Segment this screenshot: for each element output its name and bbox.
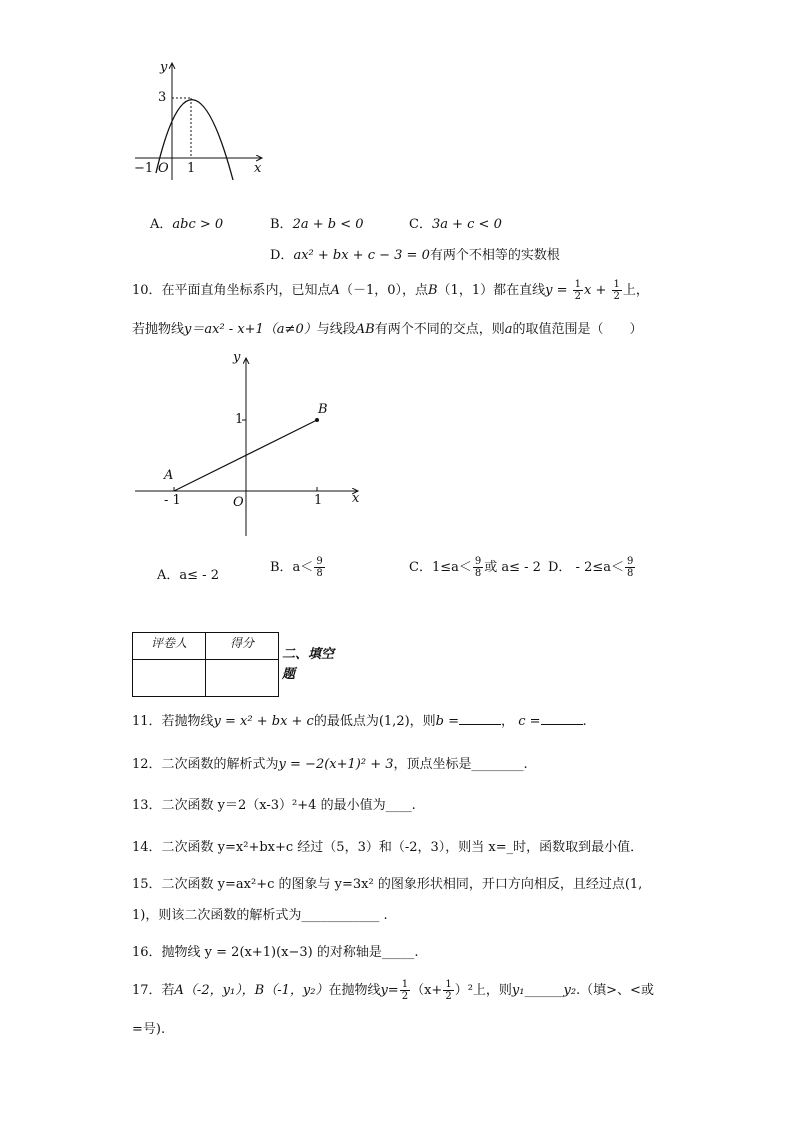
q10-option-c-post: 或 a≤ - 2: [484, 560, 541, 575]
q17-line1: [132, 979, 654, 1002]
graph2-origin: O: [233, 495, 244, 510]
q10-text-c: 与线段: [316, 322, 356, 337]
q17-sq: ）²上，则: [454, 983, 512, 998]
graph2-label-a: A: [164, 468, 174, 483]
q9-option-d: [270, 244, 560, 263]
q17-frac-2: [443, 979, 453, 1002]
q16: 16．抛物线 y = 2(x+1)(x−3) 的对称轴是_____.: [132, 945, 419, 960]
q10-line2: [132, 318, 643, 337]
q12-end: ，顶点坐标是________.: [393, 757, 528, 772]
q10-parabola: y＝ax² - x+1（a≠0）: [184, 322, 317, 337]
q17-line2: =号).: [132, 1022, 166, 1037]
q10-frac1-num: 1: [574, 279, 581, 290]
q9-option-d-math: ax² + bx + c − 3 = 0: [293, 248, 430, 263]
q9-option-d-letter: D．: [270, 248, 294, 263]
frac-num: 1: [401, 979, 409, 990]
q10-coord-b: （1，1）都在直线: [437, 283, 546, 298]
q10-text-b: 若抛物线: [132, 322, 185, 337]
q9-option-b-math: 2a + b < 0: [292, 217, 364, 232]
q9-option-c-letter: C．: [409, 217, 432, 232]
q10-text-e: 的取值范围是（ ）: [512, 322, 643, 337]
score-table-score-cell[interactable]: [206, 660, 279, 697]
frac-num: 9: [627, 556, 634, 567]
q10-line1-end: 上，: [622, 283, 649, 298]
score-table-grader-header: 评卷人: [133, 633, 206, 660]
frac-den: 8: [474, 568, 482, 579]
q17-point-b: B（-1，y₂）: [254, 983, 329, 998]
q10-option-c: [409, 556, 541, 579]
q13: 13．二次函数 y＝2（x-3）²+4 的最小值为____.: [132, 798, 416, 813]
q17-y2: y₂: [563, 983, 577, 998]
graph2-label-b: B: [318, 402, 328, 417]
q17-mid: 在抛物线: [328, 983, 381, 998]
q12-pre: 12．二次函数的解析式为: [132, 757, 279, 772]
q11-blank-b[interactable]: [459, 712, 501, 725]
graph1-x-label: x: [254, 161, 262, 176]
graph1-tick-neg1: −1: [134, 161, 154, 176]
graph2-tick-neg1: - 1: [164, 493, 181, 508]
graph2-tick-1: 1: [235, 412, 244, 427]
q10-option-c-text: C．1≤a＜: [409, 560, 472, 575]
q10-line1: 10．在平面直角坐标系内，已知点A（－1，0），点B（1，1）都在直线y = $\frac{1}{2}$ x + $\frac{1}{2}$ 上，: [132, 279, 649, 302]
q9-option-c: [409, 213, 502, 232]
graph2-y-label: y: [233, 350, 241, 365]
q17-paren: （x+: [411, 983, 443, 998]
q10-option-b-frac: [314, 556, 324, 579]
q10-fraction-1: [573, 279, 583, 302]
q10-fraction-2: [612, 279, 622, 302]
q17-blank[interactable]: ______: [524, 983, 564, 998]
q10-option-d-text: D． - 2≤a＜: [548, 560, 624, 575]
q10-coord-a: （－1，0），点: [339, 283, 428, 298]
q9-option-a-letter: A．: [150, 217, 173, 232]
q11-c: c =: [518, 714, 541, 729]
q10-frac2-num: 1: [613, 279, 620, 290]
q10-frac2-den: 2: [613, 291, 620, 302]
frac-den: 2: [401, 991, 409, 1002]
q10-var-a: a: [504, 322, 513, 337]
q10-text-a: 10．在平面直角坐标系内，已知点: [132, 283, 331, 298]
frac-den: 2: [445, 991, 452, 1002]
graph2-x-label: x: [352, 491, 360, 506]
q10-segment-ab: AB: [355, 322, 375, 337]
q10-option-b-text: B．a＜: [270, 560, 314, 575]
q9-option-c-math: 3a + c < 0: [431, 217, 502, 232]
q11-mid: 的最低点为(1,2)，则: [313, 714, 436, 729]
score-table: [132, 632, 279, 697]
q11-sep: ，: [501, 714, 515, 729]
section-title-line1: 二、填空: [282, 647, 335, 662]
q10-option-a: A．a≤ - 2: [157, 568, 219, 583]
graph1-tick-3: 3: [158, 90, 167, 105]
q11-b: b =: [435, 714, 460, 729]
q12-equation: y = −2(x+1)² + 3: [278, 757, 394, 772]
graph2-tick-x1: 1: [314, 493, 323, 508]
q12: [132, 753, 528, 772]
q10-frac1-den: 2: [574, 291, 581, 302]
q9-option-b-letter: B．: [270, 217, 293, 232]
q17-y-eq: y=: [380, 983, 399, 998]
q11-equation: y = x² + bx + c: [213, 714, 314, 729]
frac-num: 1: [445, 979, 452, 990]
q10-line-y: y: [545, 283, 553, 298]
q15-line2: 1)，则该二次函数的解析式为____________ .: [132, 908, 388, 923]
q10-option-c-frac: [473, 556, 483, 579]
q10-option-d-frac: [625, 556, 635, 579]
frac-num: 9: [316, 556, 323, 567]
graph1-y-label: y: [160, 60, 168, 75]
score-table-score-header: 得分: [206, 633, 279, 660]
q9-option-b: [270, 213, 364, 232]
q10-x-plus: x +: [584, 283, 607, 298]
graph1-origin: O: [158, 161, 169, 176]
segment-graph: [130, 350, 370, 540]
q17-tail: .（填>、<或: [576, 983, 654, 998]
point-b: [315, 418, 319, 422]
q15-line1: 15．二次函数 y=ax²+c 的图象与 y=3x² 的图象形状相同，开口方向相反，且经过点(1,: [132, 877, 643, 892]
q10-option-b: [270, 556, 326, 579]
frac-den: 8: [627, 568, 634, 579]
q10-point-a: A: [330, 283, 340, 298]
score-table-grader-cell[interactable]: [133, 660, 206, 697]
q9-option-a-math: abc > 0: [172, 217, 224, 232]
q10-text-d: 有两个不同的交点，则: [374, 322, 505, 337]
q17-pre: 17．若: [132, 983, 175, 998]
frac-num: 9: [474, 556, 482, 567]
section-title-line2: 题: [282, 667, 296, 682]
q11-pre: 11．若抛物线: [132, 714, 214, 729]
q11-end: .: [582, 714, 587, 729]
q10-point-b: B: [427, 283, 438, 298]
q9-option-d-text: 有两个不相等的实数根: [429, 248, 560, 263]
q10-option-d: [548, 556, 636, 579]
q14: 14．二次函数 y=x²+bx+c 经过（5，3）和（-2，3），则当 x=_时，函数取到最小值．: [132, 840, 644, 855]
graph1-tick-1: 1: [187, 161, 196, 176]
q17-frac-1: [400, 979, 410, 1002]
q11: [132, 710, 587, 729]
q11-blank-c[interactable]: [541, 712, 583, 725]
q17-point-a: A（-2，y₁），: [174, 983, 255, 998]
section-title: [282, 645, 334, 685]
frac-den: 8: [316, 568, 323, 579]
q9-option-a: [150, 213, 223, 232]
q17-y1: y₁: [511, 983, 525, 998]
